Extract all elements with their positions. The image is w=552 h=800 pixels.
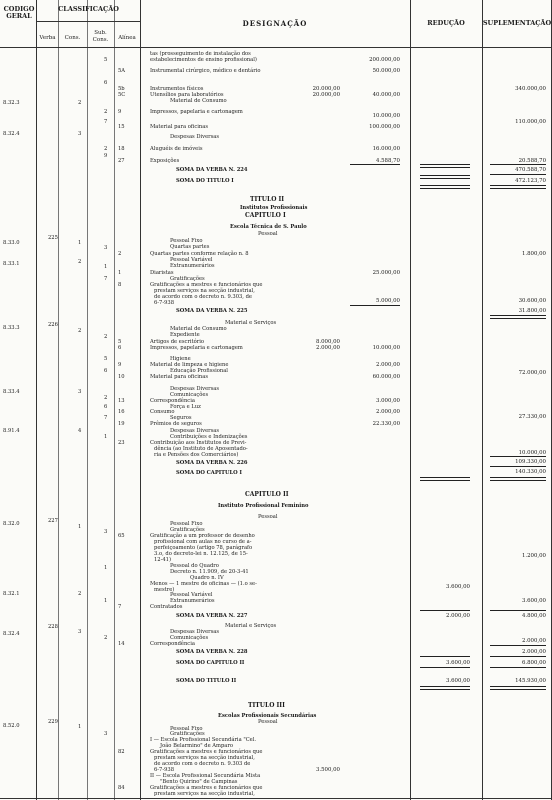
text-pessoal: Pessoal [258,514,278,520]
row-value: 3.600,00 [445,678,470,684]
row-alinea: 23 [118,440,125,446]
row-value: 3.600,00 [445,584,470,590]
sum-label: SOMA DO CAPITULO II [176,660,245,666]
sum-rule [490,164,546,165]
section-subtitle: Institutos Profissionais [240,205,308,211]
row-value: 72.000,00 [518,370,546,376]
sum-rule [420,656,470,657]
row-value: 8.000,00 [315,339,340,345]
row-alinea: 16 [118,409,125,415]
row-text: Correspondência [150,398,195,404]
row-sub: 7 [104,119,108,125]
row-value: 472.123,70 [515,178,546,184]
row-value: 10.000,00 [372,345,400,351]
row-code: 8.32.3 [3,100,20,106]
row-text: Despesas Diversas [170,428,220,434]
sum-label: SOMA DO CAPITULO I [176,470,242,476]
header-cons: Cons. [64,35,81,41]
row-code: 8.52.0 [3,723,20,729]
row-alinea: 2 [118,251,122,257]
row-cons: 1 [78,724,82,730]
row-alinea: 5b [118,86,125,92]
row-code: 8.32.4 [3,631,20,637]
section-title: TITULO II [250,196,285,203]
row-text: Comunicações [170,635,209,641]
row-cons: 3 [78,629,82,635]
row-cons: 2 [78,100,82,106]
row-alinea: 82 [118,749,125,755]
row-code: 8.32.1 [3,591,20,597]
sum-rule [420,686,470,690]
row-code: 8.33.1 [3,261,20,267]
row-text: Gratificação a um professor de desenho [150,533,255,539]
row-value: 6.800,00 [521,660,546,666]
row-alinea: 15 [118,124,125,130]
verba-code: 225 [48,235,58,241]
row-sub: 2 [104,635,108,641]
row-text: Quartas partes [170,244,210,250]
sum-label: SOMA DA VERBA N. 227 [176,613,248,619]
row-text: Gratificações a mestres e funcionários que [150,749,263,755]
row-sub: 6 [104,368,108,374]
sum-label: SOMA DO TITULO I [176,178,234,184]
row-value: 25.000,00 [372,270,400,276]
school-title: Instituto Profissional Feminino [218,503,309,509]
row-text: Gratificações [170,527,205,533]
row-value: 22.330,00 [372,421,400,427]
row-value: 340.000,00 [515,86,546,92]
verba-code: 229 [48,719,58,725]
col-rule [36,0,37,800]
sum-rule [420,667,470,668]
row-text: Contratados [150,604,183,610]
header-reducao: REDUÇÃO [427,19,465,27]
row-sub: 1 [104,598,108,604]
header-verba: Verba [39,35,56,41]
col-rule [87,0,88,800]
row-text: 6-7-938 [154,300,175,306]
row-sub: 5 [104,356,108,362]
row-cons: 3 [78,131,82,137]
sum-label: SOMA DA VERBA N. 226 [176,460,248,466]
sum-rule [490,610,546,611]
row-value: 50.000,00 [372,68,400,74]
row-code: 8.33.0 [3,240,20,246]
row-text: Utensílios para laboratórios [150,92,224,98]
row-value: 110.000,00 [515,119,546,125]
verba-code: 228 [48,624,58,630]
section-subtitle: Escolas Profissionais Secundárias [218,713,317,719]
col-rule [114,0,115,800]
row-value: 100.000,00 [369,124,400,130]
sum-rule [490,656,546,657]
row-text: Instrumental cirúrgico, médico e dentário [150,68,261,74]
row-code: 8.33.3 [3,325,20,331]
row-text: Menos — 1 mestre de oficinas — (1.o se- [150,581,257,587]
row-alinea: 5C [118,92,126,98]
row-text: Consumo [150,409,175,415]
row-alinea: 19 [118,421,125,427]
row-cons: 2 [78,259,82,265]
row-value: 470.588,70 [515,167,546,173]
header-suplementacao: SUPLEMENTAÇÃO [482,19,552,27]
row-sub: 5 [104,57,108,63]
row-text: Seguros [170,415,192,421]
chapter-title: CAPITULO I [245,212,286,219]
row-value: 30.600,00 [518,298,546,304]
row-value: 145.930,00 [515,678,546,684]
sum-rule [490,645,546,646]
row-value: 40.000,00 [372,92,400,98]
chapter-title: CAPITULO II [245,491,289,498]
row-text: Gratificações a mestres e funcionários que [150,785,263,791]
row-code: 8.32.0 [3,521,20,527]
row-text: prestam serviços na secção industrial, [154,288,255,294]
row-text: prestam serviços na secção industrial, [154,791,255,797]
row-text: Contribuição aos Institutos de Previ- [150,440,247,446]
row-value: 4.800,00 [521,613,546,619]
row-sub: 3 [104,245,108,251]
row-sub: 3 [104,529,108,535]
row-value: 10.000,00 [372,113,400,119]
row-text: Aluguéis de imóveis [150,146,203,152]
row-value: 60.000,00 [372,374,400,380]
sum-rule [420,610,470,611]
row-text: I — Escola Profissional Secundária "Cel. [150,737,257,743]
sum-rule [490,466,546,467]
row-alinea: 13 [118,398,125,404]
sum-rule [420,477,470,481]
sum-label: SOMA DA VERBA N. 224 [176,167,248,173]
col-rule [482,0,483,800]
row-sub: 7 [104,276,108,282]
row-text: Extranumerários [170,263,215,269]
row-text: Higiene [170,356,191,362]
row-alinea: 9 [118,109,122,115]
row-text: Despesas Diversas [170,386,220,392]
row-value: 31.800,00 [518,308,546,314]
row-text: Contribuições e Indenizações [170,434,248,440]
row-value: 3.600,00 [521,598,546,604]
row-text: de acordo com o decreto n. 9.303, de [154,294,252,300]
row-text: Força e Luz [170,404,201,410]
row-value: 5.000,00 [375,298,400,304]
row-text: Pessoal Fixo [170,521,203,527]
section-title: TITULO III [248,702,285,709]
school-title: Escola Técnica de S. Paulo [230,224,307,230]
row-text: tas (prosseguimento de instalação dos [150,51,251,57]
sum-label: SOMA DA VERBA N. 225 [176,308,248,314]
col-rule [140,0,141,800]
col-rule [410,0,411,800]
row-text: Correspondência [150,641,195,647]
row-alinea: 18 [118,146,125,152]
col-rule [58,0,59,800]
row-text: Comunicações [170,392,209,398]
row-sub: 2 [104,146,108,152]
row-text: Gratificações [170,731,205,737]
row-value: 2.000,00 [445,613,470,619]
row-text: Pessoal Variável [170,592,213,598]
row-cons: 2 [78,328,82,334]
row-text: de acordo com o decreto n. 9.303 de [154,761,251,767]
verba-code: 226 [48,322,58,328]
row-alinea: 65 [118,533,125,539]
row-text: mestre) [154,587,175,593]
sum-label: SOMA DA VERBA N. 228 [176,649,248,655]
footer-rule [0,798,552,799]
sum-rule [350,164,400,165]
row-value: 1.800,00 [521,251,546,257]
row-value: 20.000,00 [312,86,340,92]
row-text: João Belarmino" de Amparo [160,743,233,749]
row-value: 1.200,00 [521,553,546,559]
sum-rule [490,174,546,175]
sum-rule [420,164,470,168]
row-alinea: 27 [118,158,125,164]
row-text: Material de limpeza e higiene [150,362,229,368]
sum-label: SOMA DO TITULO II [176,678,237,684]
row-text: Material para oficinas [150,374,208,380]
sum-rule [490,456,546,457]
row-alinea: 84 [118,785,125,791]
row-text: 3.o, do decreto-lei n. 12.125, de 15- [154,551,248,557]
row-value: 20.588,70 [518,158,546,164]
row-sub: 6 [104,80,108,86]
row-text: Pessoal Fixo [170,726,203,732]
row-code: 8.33.4 [3,389,20,395]
row-text: perfeiçoamento (artigo 78, parágrafo [154,545,253,551]
row-text: Prêmios de seguros [150,421,202,427]
text-pessoal: Pessoal [258,719,278,725]
row-text: Decreto n. 11.909, de 20-3-41 [170,569,249,575]
row-text: 6-7-938 [154,767,175,773]
row-sub: 2 [104,334,108,340]
row-text: Quadro n. IV [190,575,224,581]
sum-rule [490,667,546,668]
row-sub: 2 [104,395,108,401]
row-alinea: 5A [118,68,126,74]
row-text: Gratificações a mestres e funcionários que [150,282,263,288]
row-text: Material e Serviços [225,320,277,326]
row-text: Instrumentos físicos [150,86,204,92]
row-value: 27.330,00 [518,414,546,420]
header-designacao: DESIGNAÇÃO [242,19,308,28]
row-value: 140.330,00 [515,469,546,475]
text-pessoal: Pessoal [258,231,278,237]
row-text: Expediente [170,332,200,338]
row-sub: 3 [104,731,108,737]
row-text: 12-41) [154,557,171,563]
row-value: 16.000,00 [372,146,400,152]
row-value: 20.000,00 [312,92,340,98]
row-code: 8.91.4 [3,428,20,434]
row-text: Material de Consumo [170,326,227,332]
row-text: Exposições [150,158,180,164]
row-alinea: 5 [118,339,122,345]
row-text: Impressos, papelaria e cartonagem [150,345,243,351]
row-alinea: 7 [118,604,122,610]
row-value: 10.000,00 [518,450,546,456]
sum-rule [420,185,470,189]
row-cons: 4 [78,428,82,434]
row-value: 2.000,00 [521,649,546,655]
row-text: Pessoal Variável [170,257,213,263]
sum-rule [490,686,546,690]
verba-code: 227 [48,518,58,524]
row-sub: 1 [104,434,108,440]
row-text: profissional com aulas no curso de a- [154,539,252,545]
row-value: 2.000,00 [521,638,546,644]
row-value: 2.000,00 [315,345,340,351]
row-text: Despesas Diversas [170,134,220,140]
row-value: 3.000,00 [375,398,400,404]
row-code: 8.32.4 [3,131,20,137]
sum-rule [490,315,546,319]
row-cons: 1 [78,524,82,530]
row-text: Extranumerários [170,598,215,604]
row-text: prestam serviços na secção industrial, [154,755,255,761]
header-bottom-rule [0,47,552,48]
sum-rule [490,477,546,481]
row-text: II — Escola Profissional Secundária Mista [150,773,261,779]
row-text: estabelecimentos de ensino profissional) [150,57,257,63]
row-value: 4.588,70 [375,158,400,164]
row-alinea: 1 [118,270,122,276]
row-value: 2.000,00 [375,409,400,415]
row-sub: 7 [104,415,108,421]
row-cons: 2 [78,591,82,597]
row-text: ria e Pensões dos Comerciários) [154,452,239,458]
row-sub: 6 [104,404,108,410]
header-alinea: Alínea [118,35,136,41]
row-text: "Bento Quirino" de Campinas [160,779,238,785]
row-text: Material para oficinas [150,124,208,130]
row-alinea: 9 [118,362,122,368]
row-sub: 1 [104,264,108,270]
row-text: Despesas Diversas [170,629,220,635]
row-cons: 1 [78,240,82,246]
row-text: Educação Profissional [170,368,228,374]
row-value: 3.600,00 [445,660,470,666]
row-text: Impressos, papelaria e cartonagem [150,109,243,115]
row-sub: 1 [104,565,108,571]
row-text: Quartas partes conforme relação n. 8 [150,251,249,257]
row-value: 109.330,00 [515,459,546,465]
header-codigo-geral: CODIGO GERAL [3,5,35,20]
row-text: Material de Consumo [170,98,227,104]
sum-rule [490,185,546,189]
header-classificacao: CLASSIFICAÇÃO [58,5,119,13]
row-text: Material e Serviços [225,623,277,629]
sum-rule [420,175,470,179]
row-sub: 2 [104,109,108,115]
row-alinea: 14 [118,641,125,647]
sum-rule [350,305,400,306]
row-text: Pessoal do Quadro [170,563,219,569]
row-alinea: 6 [118,345,122,351]
row-text: dência (ao Instituto de Aposentado- [154,446,248,452]
header-rule [37,21,140,22]
row-text: Artigos de escritório [150,339,205,345]
header-sub-cons: Sub. Cons. [92,30,109,43]
row-alinea: 8 [118,282,122,288]
row-value: 3.500,00 [315,767,340,773]
row-text: Diaristas [150,270,174,276]
row-alinea: 10 [118,374,125,380]
row-text: Pessoal Fixo [170,238,203,244]
row-value: 2.000,00 [375,362,400,368]
row-cons: 3 [78,389,82,395]
row-sub: 9 [104,153,108,159]
row-text: Gratificações [170,276,205,282]
row-value: 200.000,00 [369,57,400,63]
